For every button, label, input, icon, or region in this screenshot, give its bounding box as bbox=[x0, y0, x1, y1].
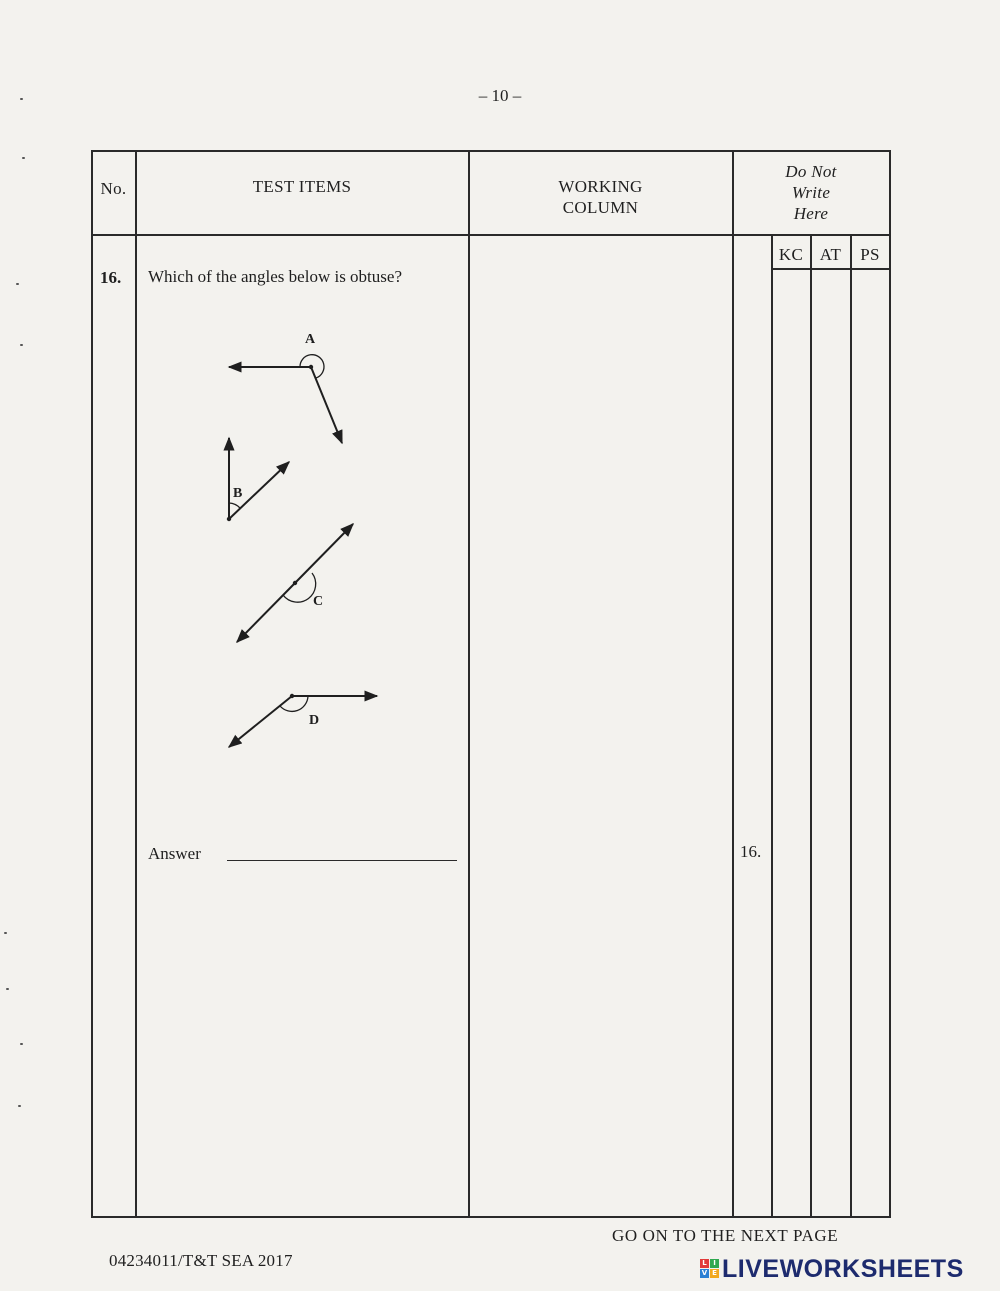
angle-c-label: C bbox=[313, 594, 324, 609]
exam-code: 04234011/T&T SEA 2017 bbox=[109, 1251, 293, 1270]
score-header-kc: KC bbox=[778, 245, 804, 264]
scan-speck bbox=[20, 1043, 23, 1045]
scan-speck bbox=[22, 157, 25, 159]
scan-speck bbox=[18, 1105, 21, 1107]
angle-b-label: B bbox=[233, 486, 243, 501]
angle-a-label: A bbox=[305, 332, 316, 347]
scan-speck bbox=[20, 98, 23, 100]
answer-label: Answer bbox=[148, 844, 201, 863]
question-number: 16. bbox=[100, 268, 122, 287]
header-test-items: TEST ITEMS bbox=[252, 177, 352, 196]
header-here: Here bbox=[793, 204, 829, 223]
logo-tile-l: L bbox=[700, 1259, 709, 1268]
logo-tile-i: I bbox=[710, 1259, 719, 1268]
liveworksheets-logo-icon bbox=[700, 1259, 719, 1278]
angle-d bbox=[229, 696, 377, 747]
marking-question-number: 16. bbox=[740, 842, 762, 861]
header-write: Write bbox=[791, 183, 831, 202]
go-on-next-page: GO ON TO THE NEXT PAGE bbox=[612, 1226, 839, 1245]
scan-speck bbox=[20, 344, 23, 346]
logo-tile-e: E bbox=[710, 1269, 719, 1278]
page-number: – 10 – bbox=[478, 86, 522, 105]
logo-tile-v: V bbox=[701, 1269, 708, 1277]
scan-speck bbox=[6, 988, 9, 990]
liveworksheets-watermark: LIVEWORKSHEETS bbox=[722, 1255, 964, 1283]
header-working-line1: WORKING bbox=[558, 177, 643, 196]
header-working-line2: COLUMN bbox=[562, 198, 639, 217]
question-text: Which of the angles below is obtuse? bbox=[148, 267, 402, 286]
scan-speck bbox=[16, 283, 19, 285]
angle-a bbox=[229, 355, 342, 443]
header-no: No. bbox=[100, 179, 127, 198]
angle-d-label: D bbox=[309, 713, 320, 728]
score-header-ps: PS bbox=[860, 245, 880, 264]
score-header-at: AT bbox=[819, 245, 842, 264]
header-do-not: Do Not bbox=[785, 162, 837, 181]
scan-speck bbox=[4, 932, 7, 934]
answer-line[interactable] bbox=[227, 860, 457, 861]
angle-b bbox=[229, 438, 289, 519]
